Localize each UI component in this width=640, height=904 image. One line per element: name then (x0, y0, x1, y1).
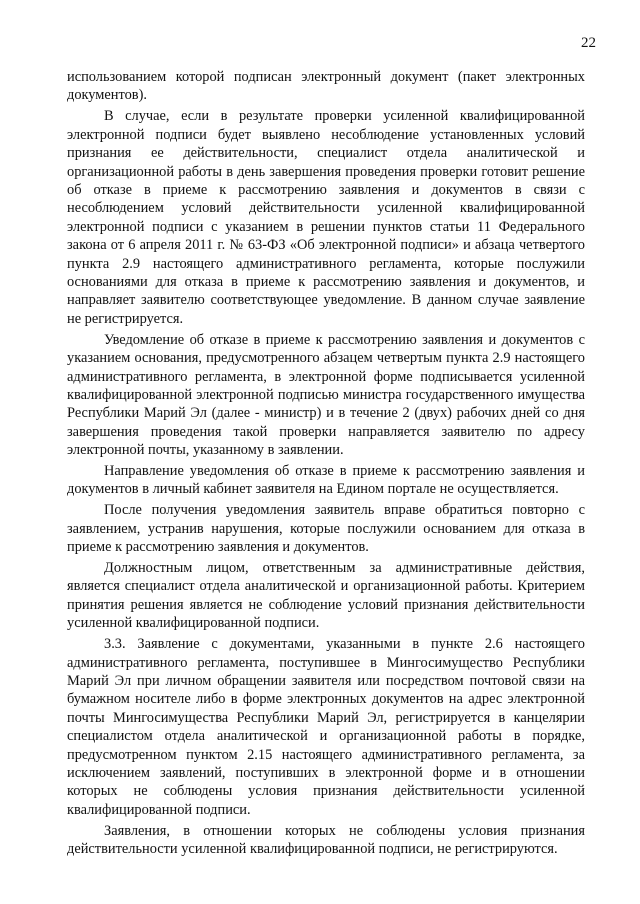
paragraph: Заявления, в отношении которых не соблюдены условия признания действительности усиленной квалифицированной подписи, не регистрируются. (67, 822, 585, 858)
paragraph-continuation: использованием которой подписан электронный документ (пакет электронных документов). (67, 69, 585, 104)
page-number: 22 (581, 35, 596, 51)
paragraph: Направление уведомления об отказе в приеме к рассмотрению заявления и документов в личный кабинет заявителя на Едином портале не осуществляется. (67, 463, 585, 498)
paragraph: В случае, если в результате проверки усиленной квалифицированной электронной подписи будет выявлено несоблюдение установленных условий признания ее действительности, специалист отдела аналитической и организационной работы в день завершения проведения проверки готовит решение об отказе в приеме к рассмотрению заявления и документов в связи с несоблюдением условий действительности усиленной квалифицированной электронной подписи с указанием в решении пунктов статьи 11 Федерального закона от 6 апреля 2011 г. № 63-ФЗ «Об электронной подписи» и абзаца четвертого пункта 2.9 настоящего административного регламента, которые послужили основаниями для отказа в приеме к рассмотрению заявления и документов, и направляет заявителю соответствующее уведомление. В данном случае заявление не регистрируется. (67, 108, 585, 327)
paragraph: После получения уведомления заявитель вправе обратиться повторно с заявлением, устранив нарушения, которые послужили основанием для отказа в приеме к рассмотрению заявления и документов. (67, 502, 585, 556)
paragraph: Должностным лицом, ответственным за административные действия, является специалист отдела аналитической и организационной работы. Критерием принятия решения является не соблюдение условий признания действительности усиленной квалифицированной подписи. (67, 560, 585, 632)
paragraph-section-3-3: 3.3. Заявление с документами, указанными в пункте 2.6 настоящего административного регламента, поступившее в Мингосимущество Республики Марий Эл при личном обращении заявителя или посредством почтовой связи на бумажном носителе либо в форме электронных документов на адрес электронной почты Мингосимущества Республики Марий Эл, регистрируется в канцелярии специалистом отдела аналитической и организационной работы в порядке, предусмотренном пунктом 2.15 настоящего административного регламента, за исключением заявлений, поступивших в электронной форме и в отношении которых не соблюдены условия признания действительности усиленной квалифицированной подписи. (67, 636, 585, 818)
paragraph: Уведомление об отказе в приеме к рассмотрению заявления и документов с указанием основания, предусмотренного абзацем четвертым пункта 2.9 настоящего административного регламента, в электронной форме подписывается усиленной квалифицированной электронной подписью министра государственного имущества Республики Марий Эл (далее - министр) и в течение 2 (двух) рабочих дней со дня завершения проведения такой проверки направляется заявителю по адресу электронной почты, указанному в заявлении. (67, 331, 585, 459)
document-body (67, 68, 585, 861)
